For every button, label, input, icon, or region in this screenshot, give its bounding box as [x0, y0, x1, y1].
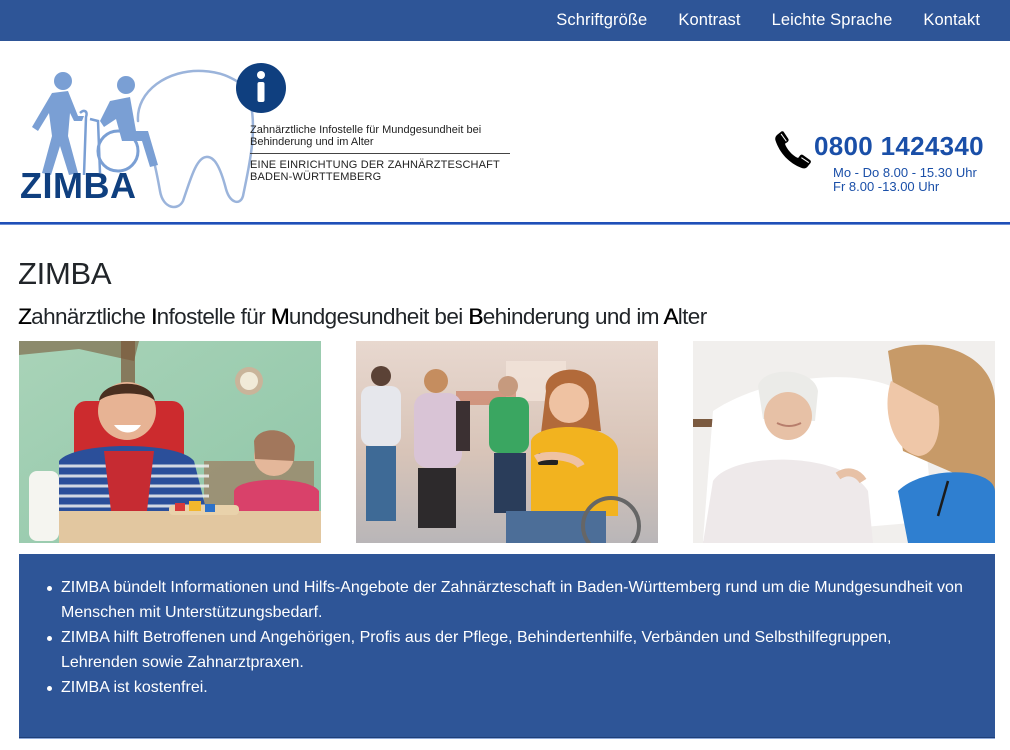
tagline-line-2: EINE EINRICHTUNG DER ZAHNÄRZTESCHAFT BADEN-WÜRTTEMBERG	[250, 159, 500, 183]
hours-fri: Fr 8.00 -13.00 Uhr	[833, 179, 940, 194]
image-nurse-elderly-woman	[693, 341, 995, 543]
subtitle-part: ahnärztliche	[31, 304, 151, 329]
nav-easy-language[interactable]: Leichte Sprache	[771, 11, 893, 29]
subtitle-part: lter	[677, 304, 707, 329]
subtitle-part: nfostelle für	[156, 304, 271, 329]
image-child-wheelchair	[19, 341, 321, 543]
subtitle-part: ehinderung und im	[482, 304, 664, 329]
nav-contrast[interactable]: Kontrast	[678, 11, 741, 29]
tagline-line-1: Zahnärztliche Infostelle für Mundgesundheit bei Behinderung und im Alter	[250, 124, 510, 154]
info-list	[61, 575, 965, 700]
phone-number-link[interactable]: 0800 1424340	[814, 131, 984, 161]
subtitle-initial-z: Z	[18, 304, 32, 329]
subtitle-initial-b: B	[468, 304, 483, 329]
office-hours	[833, 166, 977, 194]
header-divider	[0, 222, 1010, 225]
page-title: ZIMBA	[18, 256, 112, 291]
logo-wordmark: ZIMBA	[20, 165, 137, 206]
nav-contact[interactable]: Kontakt	[923, 11, 980, 29]
hours-mon-thu: Mo - Do 8.00 - 15.30 Uhr	[833, 165, 977, 180]
site-header	[0, 41, 1010, 223]
top-navigation	[0, 0, 1010, 41]
subtitle-initial-i: I	[150, 304, 157, 329]
info-point-target-groups: ZIMBA hilft Betroffenen und Angehörigen, Profis aus der Pflege, Behindertenhilfe, Verbänden und Selbsthilfegruppen, Lehrenden sowie Zahnarztpraxen.	[61, 625, 965, 675]
page-subtitle	[18, 304, 818, 330]
image-gallery	[19, 341, 995, 543]
subtitle-part: undgesundheit bei	[288, 304, 469, 329]
zimba-logo[interactable]	[18, 61, 258, 206]
nav-font-size[interactable]: Schriftgröße	[556, 11, 648, 29]
image-woman-wheelchair-phone	[356, 341, 658, 543]
info-box	[19, 554, 995, 738]
info-point-bundles-info: ZIMBA bündelt Informationen und Hilfs-Angebote der Zahnärzteschaft in Baden-Württemberg rund um die Mundgesundheit von Menschen mit Unterstützungsbedarf.	[61, 575, 965, 625]
header-tagline	[250, 124, 510, 183]
contact-phone	[770, 127, 1010, 197]
subtitle-initial-a: A	[663, 304, 678, 329]
phone-icon	[772, 129, 814, 171]
info-point-free-of-charge: ZIMBA ist kostenfrei.	[61, 675, 965, 700]
subtitle-initial-m: M	[270, 304, 289, 329]
